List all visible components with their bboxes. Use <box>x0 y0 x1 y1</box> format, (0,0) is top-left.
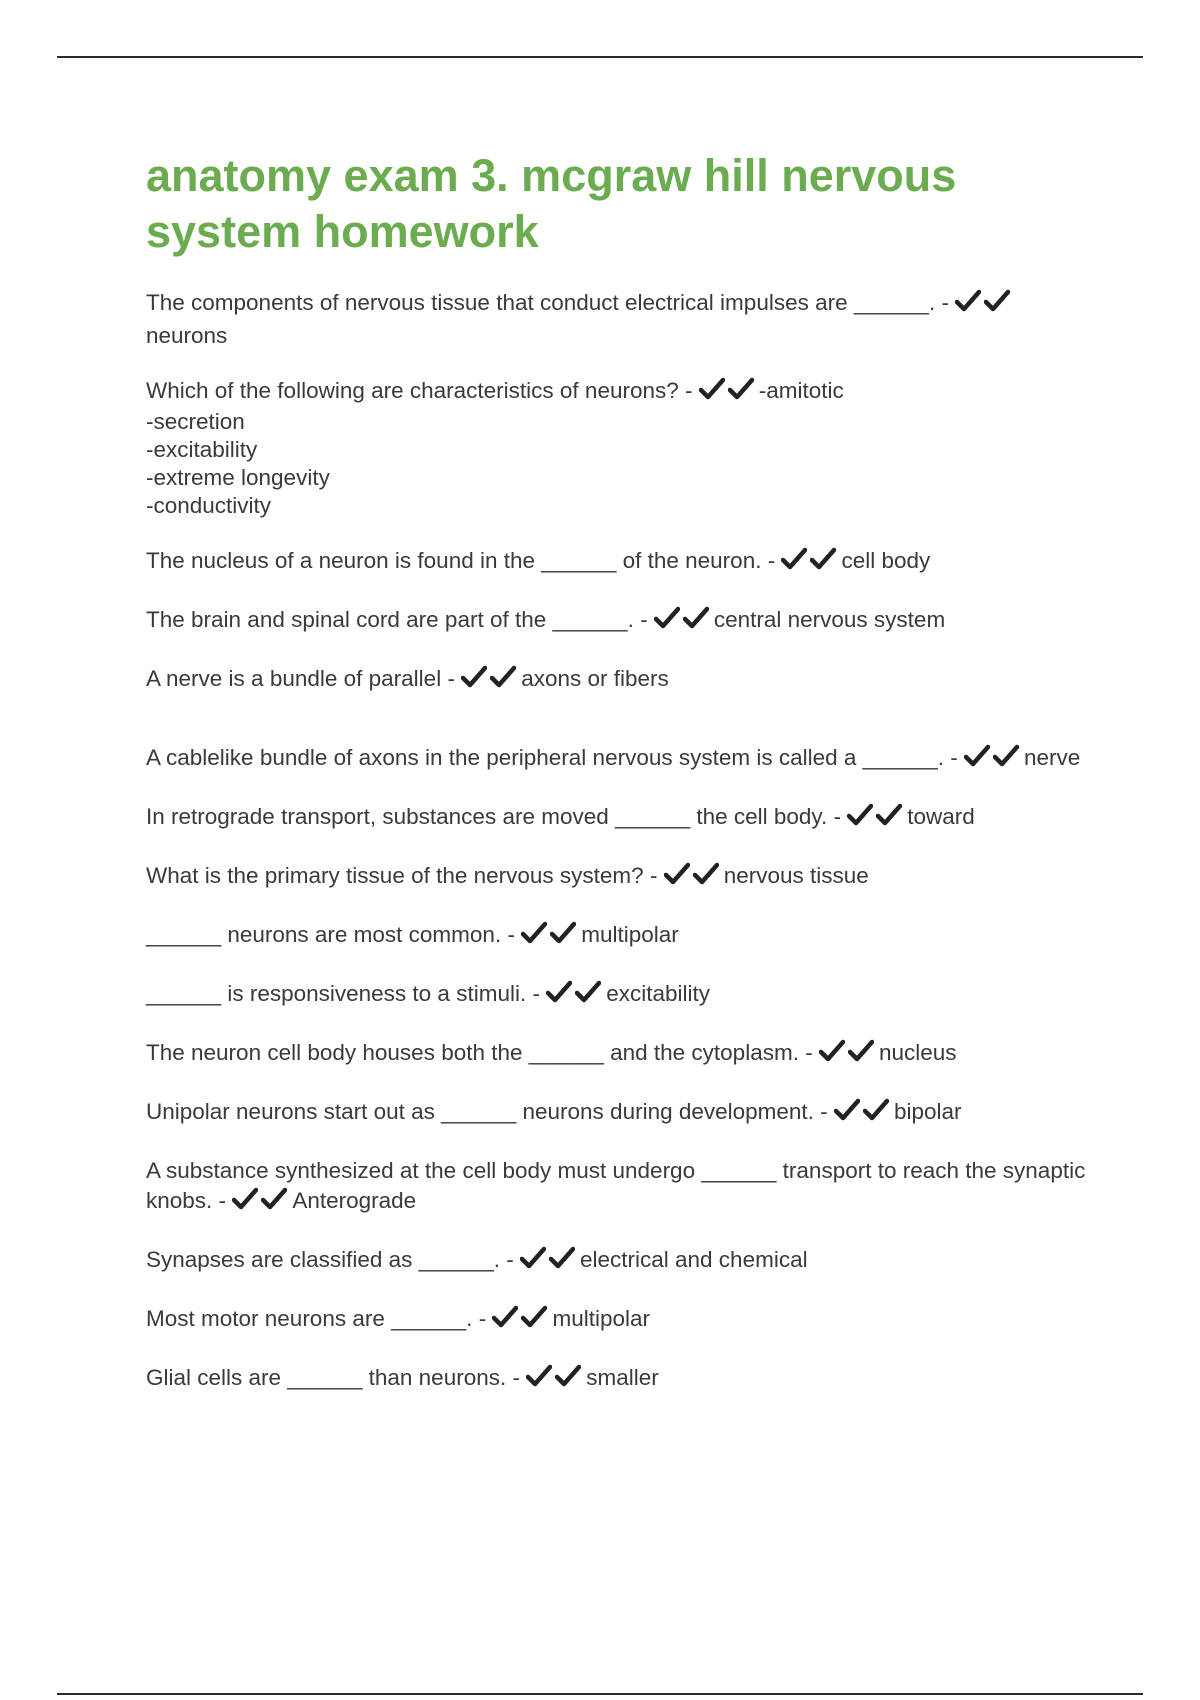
question-text: Unipolar neurons start out as ______ neurons during development. - <box>146 1099 828 1124</box>
qa-item <box>146 802 1086 861</box>
qa-item <box>146 743 1086 802</box>
answer-text: toward <box>907 804 975 829</box>
qa-item <box>146 1038 1086 1097</box>
check-icon <box>549 1246 578 1270</box>
check-icon <box>261 1187 290 1211</box>
answer-text: smaller <box>586 1365 659 1390</box>
check-icon <box>526 1364 555 1388</box>
question-text: The components of nervous tissue that conduct electrical impulses are ______. - <box>146 290 949 315</box>
qa-item <box>146 861 1086 920</box>
check-icon <box>664 862 693 886</box>
answer-text: multipolar <box>581 922 679 947</box>
answer-checkmarks <box>781 547 839 579</box>
answer-checkmarks <box>232 1187 290 1219</box>
check-icon <box>993 744 1022 768</box>
answer-checkmarks <box>654 606 712 638</box>
qa-item <box>146 979 1086 1038</box>
answer-text: central nervous system <box>713 607 946 632</box>
answer-text: excitability <box>606 981 711 1006</box>
answer-checkmarks <box>819 1039 877 1071</box>
check-icon <box>461 665 490 689</box>
question-text: The nucleus of a neuron is found in the ______ of the neuron. - <box>146 548 776 573</box>
check-icon <box>550 921 579 945</box>
question-text: A substance synthesized at the cell body must undergo ______ transport to reach the synaptic knobs. - <box>146 1158 1086 1213</box>
check-icon <box>810 547 839 571</box>
check-icon <box>819 1039 848 1063</box>
check-icon <box>521 1305 550 1329</box>
question-text: What is the primary tissue of the nervous system? - <box>146 863 658 888</box>
answer-checkmarks <box>847 803 905 835</box>
qa-item <box>146 288 1086 377</box>
check-icon <box>847 803 876 827</box>
question-text: Synapses are classified as ______. - <box>146 1247 514 1272</box>
answer-text: nervous tissue <box>723 863 869 888</box>
answer-text: multipolar <box>552 1306 650 1331</box>
check-icon <box>984 289 1013 313</box>
qa-item <box>146 1245 1086 1304</box>
bottom-rule <box>57 1693 1143 1695</box>
qa-item <box>146 1363 1086 1422</box>
qa-item <box>146 664 1086 743</box>
check-icon <box>490 665 519 689</box>
qa-item <box>146 605 1086 664</box>
check-icon <box>492 1305 521 1329</box>
question-text: In retrograde transport, substances are moved ______ the cell body. - <box>146 804 841 829</box>
answer-checkmarks <box>664 862 722 894</box>
qa-item <box>146 920 1086 979</box>
answer-checkmarks <box>520 1246 578 1278</box>
document-body <box>146 148 1086 1422</box>
question-text: Which of the following are characteristics of neurons? - <box>146 378 693 403</box>
answer-checkmarks <box>546 980 604 1012</box>
answer-checkmarks <box>461 665 519 697</box>
qa-item <box>146 1156 1086 1245</box>
check-icon <box>654 606 683 630</box>
check-icon <box>555 1364 584 1388</box>
answer-text: bipolar <box>893 1099 962 1124</box>
question-text: The brain and spinal cord are part of the ______. - <box>146 607 648 632</box>
check-icon <box>521 921 550 945</box>
answer-checkmarks <box>521 921 579 953</box>
document-title: anatomy exam 3. mcgraw hill nervous system homework <box>146 150 957 257</box>
answer-checkmarks <box>526 1364 584 1396</box>
qa-item <box>146 377 1086 546</box>
check-icon <box>575 980 604 1004</box>
qa-item <box>146 1097 1086 1156</box>
answer-text: Anterograde <box>292 1188 417 1213</box>
answer-text: electrical and chemical <box>579 1247 808 1272</box>
check-icon <box>232 1187 261 1211</box>
answer-checkmarks <box>492 1305 550 1337</box>
answer-text: -amitotic -secretion -excitability -extreme longevity -conductivity <box>146 378 844 518</box>
question-text: ______ is responsiveness to a stimuli. - <box>146 981 540 1006</box>
check-icon <box>876 803 905 827</box>
question-text: The neuron cell body houses both the ______ and the cytoplasm. - <box>146 1040 813 1065</box>
answer-text: nerve <box>1024 745 1081 770</box>
check-icon <box>781 547 810 571</box>
answer-text: axons or fibers <box>521 666 669 691</box>
check-icon <box>863 1098 892 1122</box>
question-text: A nerve is a bundle of parallel - <box>146 666 455 691</box>
qa-list <box>146 288 1086 1422</box>
qa-item <box>146 546 1086 605</box>
question-text: Most motor neurons are ______. - <box>146 1306 487 1331</box>
answer-checkmarks <box>955 289 1013 321</box>
check-icon <box>546 980 575 1004</box>
check-icon <box>683 606 712 630</box>
answer-text: neurons <box>146 323 228 348</box>
check-icon <box>964 744 993 768</box>
check-icon <box>728 377 757 401</box>
question-text: Glial cells are ______ than neurons. - <box>146 1365 520 1390</box>
check-icon <box>520 1246 549 1270</box>
answer-text: cell body <box>841 548 931 573</box>
answer-checkmarks <box>834 1098 892 1130</box>
answer-text: nucleus <box>878 1040 957 1065</box>
check-icon <box>848 1039 877 1063</box>
answer-checkmarks <box>699 377 757 408</box>
qa-item <box>146 1304 1086 1363</box>
check-icon <box>699 377 728 401</box>
check-icon <box>834 1098 863 1122</box>
check-icon <box>693 862 722 886</box>
check-icon <box>955 289 984 313</box>
top-rule <box>57 56 1143 58</box>
answer-checkmarks <box>964 744 1022 776</box>
question-text: A cablelike bundle of axons in the peripheral nervous system is called a ______. - <box>146 745 958 770</box>
question-text: ______ neurons are most common. - <box>146 922 515 947</box>
